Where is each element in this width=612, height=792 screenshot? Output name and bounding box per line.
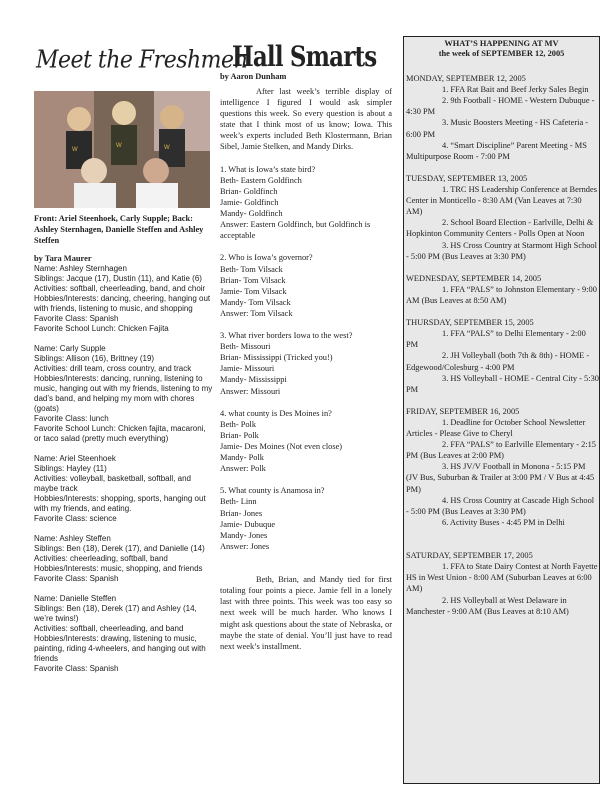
profile-line: Name: Ariel Steenhoek	[34, 454, 116, 463]
profile-line: Favorite School Lunch: Chicken Fajita	[34, 324, 169, 333]
profile-line: Hobbies/Interests: dancing, running, listening to music, hanging out with my friends, listening to my dad’s band, and helping my mom with chores (goats)	[34, 374, 213, 413]
quiz-line: 5. What county is Anamosa in?	[220, 486, 325, 496]
event-item: 1. FFA “PALS” to Johnston Elementary - 9:00 AM (Bus Leaves at 8:50 AM)	[406, 284, 597, 305]
quiz-line: Jamie- Des Moines (Not even close)	[220, 442, 343, 451]
event-item: 1. FFA Rat Bait and Beef Jerky Sales Begin	[442, 85, 589, 95]
quiz-line: Mandy- Mississippi	[220, 375, 287, 385]
profile-line: Favorite School Lunch: Chicken fajita, macaroni, or taco salad (pretty much everything)	[34, 424, 206, 443]
day-heading: TUESDAY, SEPTEMBER 13, 2005	[406, 173, 528, 183]
event-item: 1. TRC HS Leadership Conference at Berndes Center in Monticello - 8:30 AM (Van Leaves at 7:30 AM)	[406, 185, 597, 217]
event-item: 2. FFA “PALS” to Earlville Elementary - 2:15 PM (Bus Leaves at 2:00 PM)	[406, 440, 596, 461]
profile-line: Favorite Class: Spanish	[34, 574, 119, 583]
quiz-line: 4. what county is Des Moines in?	[220, 408, 332, 418]
quiz-line: Answer: Eastern Goldfinch, but Goldfinch is acceptable	[220, 220, 371, 241]
freshmen-profiles	[34, 264, 214, 674]
profile-line: Name: Danielle Steffen	[34, 594, 117, 603]
event-item: 2. 9th Football - HOME - Western Dubuque - 4:30 PM	[406, 96, 595, 117]
photo-caption: Front: Ariel Steenhoek, Carly Supple; Back: Ashley Sternhagen, Danielle Steffen and Ashley Steffen	[34, 214, 204, 245]
quiz-line: Jamie- Missouri	[220, 364, 275, 374]
quiz-line: Brian- Tom Vilsack	[220, 275, 286, 285]
profile-line: Siblings: Allison (16), Brittney (19)	[34, 354, 155, 363]
profile-line: Siblings: Hayley (11)	[34, 464, 107, 473]
quiz-line: Mandy- Jones	[220, 530, 268, 540]
hall-smarts-title: Hall Smarts	[232, 40, 377, 73]
quiz-line: Brian- Jones	[220, 508, 263, 518]
event-item: 2. School Board Election - Earlville, Delhi & Hopkinton Community Centers - Polls Open at Noon	[406, 218, 594, 239]
svg-text:W: W	[116, 143, 122, 149]
whats-happening-box	[403, 36, 600, 784]
happening-subtitle: the week of SEPTEMBER 12, 2005	[438, 49, 565, 58]
quiz-line: 1. What is Iowa’s state bird?	[220, 164, 316, 174]
event-item: 1. FFA to State Dairy Contest at North Fayette HS in West Union - 8:00 AM (Suburban Leaves at 6:00 AM)	[406, 562, 598, 594]
svg-text:W: W	[164, 145, 170, 151]
quiz-line: Beth- Missouri	[220, 342, 271, 352]
profile-line: Hobbies/Interests: music, shopping, and friends	[34, 564, 203, 573]
hall-smarts-body	[220, 86, 392, 652]
event-item: 6. Activity Buses - 4:45 PM in Delhi	[442, 517, 565, 527]
happening-title: WHAT’S HAPPENING AT MV	[444, 39, 559, 48]
quiz-line: Beth- Eastern Goldfinch	[220, 175, 302, 185]
event-item: 3. HS Cross Country at Starmont High School - 5:00 PM (Bus Leaves at 3:30 PM)	[406, 240, 597, 261]
quiz-line: Brian- Goldfinch	[220, 186, 278, 196]
quiz-line: Jamie- Dubuque	[220, 519, 276, 529]
hall-intro: After last week’s terrible display of intelligence I figured I would ask simpler questions this week. So every question is about a state that I think most of us know; Iowa. This week’s experts included Beth Klostermann, Brian Sibel, Jamie Stelken, and Mandy Dirks.	[220, 87, 392, 152]
quiz-line: Beth- Linn	[220, 497, 257, 507]
profile-line: Favorite Class: Spanish	[34, 664, 119, 673]
happening-header	[404, 37, 599, 59]
meet-freshmen-title: Meet the Freshmen	[36, 46, 248, 75]
event-item: 3. HS JV/V Football in Monona - 5:15 PM (JV Bus, Suburban & Trailer at 3:00 PM / V Bus at 4:45 PM)	[406, 462, 595, 494]
profile-line: Activities: cheerleading, softball, band	[34, 554, 168, 563]
profile-line: Favorite Class: science	[34, 514, 117, 523]
happening-schedule	[404, 59, 599, 617]
profile-line: Activities: drill team, cross country, and track	[34, 364, 192, 373]
profile-line: Activities: softball, cheerleading, band, and choir	[34, 284, 206, 293]
event-item: 3. HS Volleyball - HOME - Central City - 5:30 PM	[406, 373, 599, 394]
quiz-line: Brian- Mississippi (Tricked you!)	[220, 353, 333, 363]
event-item: 4. “Smart Discipline” Parent Meeting - MS Multipurpose Room - 7:00 PM	[406, 140, 587, 161]
day-heading: FRIDAY, SEPTEMBER 16, 2005	[406, 406, 520, 416]
profile-line: Siblings: Ben (18), Derek (17) and Ashley (14, we’re twins!)	[34, 604, 197, 623]
profile-line: Favorite Class: Spanish	[34, 314, 119, 323]
profile-line: Hobbies/Interests: dancing, cheering, hanging out with friends, listening to music, and shopping	[34, 294, 211, 313]
svg-text:W: W	[72, 147, 78, 153]
quiz-line: Beth- Polk	[220, 419, 257, 429]
event-item: 2. HS Volleyball at West Delaware in Manchester - 9:00 AM (Bus Leaves at 8:10 AM)	[406, 595, 569, 616]
profile-line: Siblings: Ben (18), Derek (17), and Danielle (14)	[34, 544, 205, 553]
profile-line: Favorite Class: lunch	[34, 414, 109, 423]
profile-line: Name: Carly Supple	[34, 344, 106, 353]
quiz-line: Mandy- Goldfinch	[220, 209, 283, 219]
day-heading: SATURDAY, SEPTEMBER 17, 2005	[406, 551, 533, 561]
day-heading: WEDNESDAY, SEPTEMBER 14, 2005	[406, 273, 542, 283]
event-item: 1. FFA “PALS” to Delhi Elementary - 2:00 PM	[406, 329, 586, 350]
freshmen-photo	[34, 91, 210, 208]
quiz-line: Mandy- Tom Vilsack	[220, 297, 291, 307]
quiz-line: Answer: Tom Vilsack	[220, 308, 293, 318]
quiz-line: Mandy- Polk	[220, 453, 264, 463]
quiz-line: Brian- Polk	[220, 430, 259, 440]
event-item: 4. HS Cross Country at Cascade High School - 5:00 PM (Bus Leaves at 3:30 PM)	[406, 495, 595, 516]
quiz-line: Jamie- Tom Vilsack	[220, 286, 287, 296]
quiz-line: Answer: Polk	[220, 464, 266, 474]
hall-outro: Beth, Brian, and Mandy tied for first totaling four points a piece. Jamie fell in a lonely last with three points. This week was too easy so next week will be much harder. Who knows I might ask questions about the state of Nebraska, or maybe the state of denial. You’ll just have to read next week’s installment.	[220, 575, 392, 651]
profile-line: Name: Ashley Steffen	[34, 534, 111, 543]
quiz-line: 3. What river borders Iowa to the west?	[220, 331, 353, 341]
day-heading: MONDAY, SEPTEMBER 12, 2005	[406, 74, 526, 84]
quiz-line: Beth- Tom Vilsack	[220, 264, 283, 274]
quiz-line: Answer: Missouri	[220, 386, 281, 396]
meet-byline: by Tara Maurer	[34, 254, 92, 263]
profile-line: Name: Ashley Sternhagen	[34, 264, 127, 273]
profile-line: Siblings: Jacque (17), Dustin (11), and Katie (6)	[34, 274, 202, 283]
hall-byline: by Aaron Dunham	[220, 72, 287, 81]
profile-line: Hobbies/Interests: shopping, sports, hanging out with my friends, and eating.	[34, 494, 206, 513]
day-heading: THURSDAY, SEPTEMBER 15, 2005	[406, 318, 534, 328]
quiz-line: 2. Who is Iowa’s governor?	[220, 253, 313, 263]
event-item: 3. Music Boosters Meeting - HS Cafeteria - 6:00 PM	[406, 118, 589, 139]
profile-line: Activities: volleyball, basketball, softball, and maybe track	[34, 474, 191, 493]
event-item: 1. Deadline for October School Newsletter Articles - Please Give to Cheryl	[406, 418, 586, 439]
quiz-line: Answer: Jones	[220, 541, 270, 551]
profile-line: Hobbies/Interests: drawing, listening to music, painting, riding 4-wheelers, and hanging out with friends	[34, 634, 206, 663]
event-item: 2. JH Volleyball (both 7th & 8th) - HOME - Edgewood/Colesburg - 4:00 PM	[406, 351, 590, 372]
quiz-line: Jamie- Goldfinch	[220, 197, 279, 207]
profile-line: Activities: softball, cheerleading, and band	[34, 624, 184, 633]
